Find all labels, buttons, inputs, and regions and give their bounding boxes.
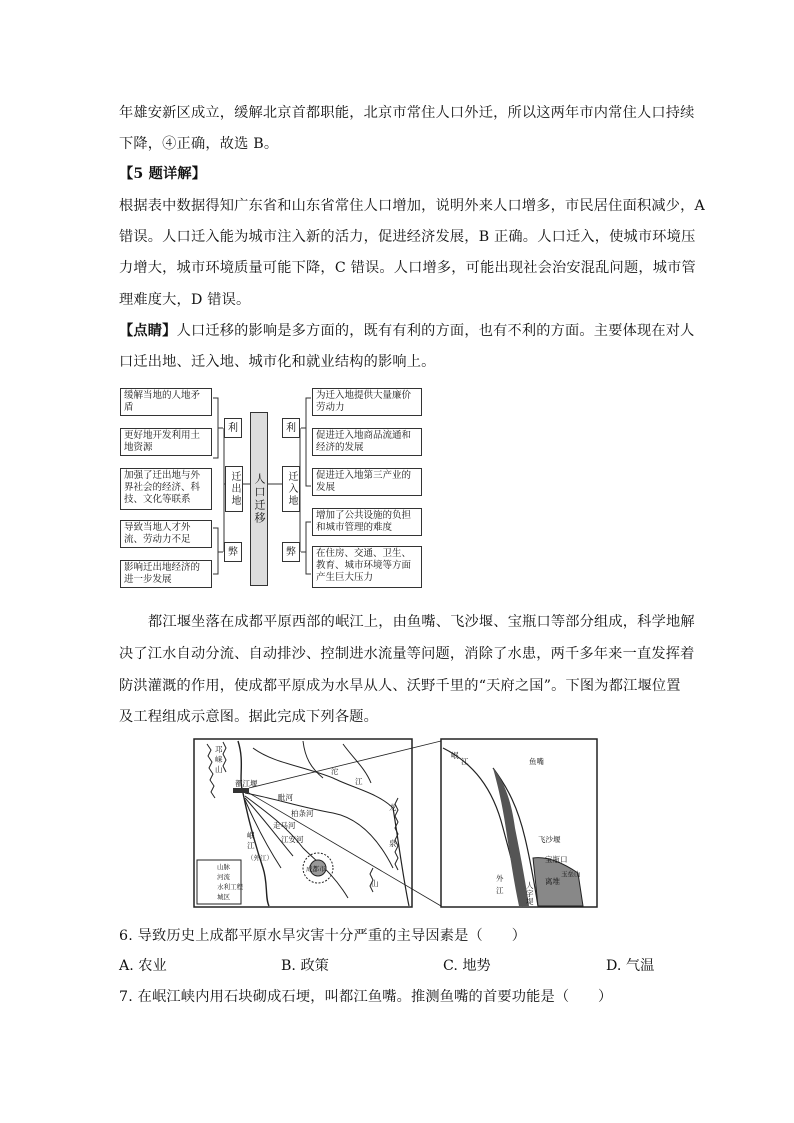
out-pro-tag: 利 [224, 418, 242, 438]
out-pro-item: 更好地开发利用土地资源 [120, 428, 212, 456]
map-label: 岷 [247, 831, 255, 840]
map-label: 字 [526, 889, 534, 898]
tip-text: 人口迁移的影响是多方面的，既有有利的方面，也有不利的方面。主要体现在对人 [176, 323, 695, 339]
map-label: 玉垒山 [561, 870, 581, 878]
migration-impact-diagram [118, 384, 424, 594]
map-label: 崃 [215, 755, 223, 764]
in-label: 迁入地 [282, 466, 300, 512]
map-label: 泉 [389, 839, 397, 848]
map-label: 龙 [389, 803, 397, 812]
map-label: 邛 [215, 745, 223, 754]
in-pro-item: 促进迁入地商品流通和经济的发展 [312, 428, 422, 456]
question-6-stem: 6. 导致历史上成都平原水旱灾害十分严重的主导因素是（ ） [119, 928, 527, 944]
text-line: 力增大，城市环境质量可能下降，C 错误。人口增多，可能出现社会治安混乱问题，城市管 [119, 260, 696, 276]
dujiangyan-maps [193, 738, 599, 914]
text-line: 防洪灌溉的作用，使成都平原成为水旱从人、沃野千里的“天府之国”。下图为都江堰位置 [119, 678, 681, 694]
map-label: 江 [496, 886, 504, 895]
map-label: 江 [247, 841, 255, 850]
q6-option-b[interactable]: B. 政策 [281, 958, 329, 974]
text-line: 错误。人口迁入能为城市注入新的活力，促进经济发展，B 正确。人口迁入，使城市环境压 [119, 229, 696, 245]
map-label: 沱 [331, 767, 339, 776]
out-label: 迁出地 [225, 466, 243, 512]
in-con-item: 增加了公共设施的负担和城市管理的难度 [312, 508, 422, 536]
map-label: 走马河 [273, 821, 296, 830]
in-pro-item: 为迁入地提供大量廉价劳动力 [312, 388, 422, 416]
text-line: 理难度大，D 错误。 [119, 292, 251, 308]
center-node: 人口迁移 [250, 412, 268, 586]
out-pro-item: 加强了迁出地与外界社会的经济、科技、文化等联系 [120, 468, 212, 510]
map-label: 岷 [451, 751, 459, 760]
in-pro-tag: 利 [282, 418, 300, 438]
map-label: 山 [371, 879, 379, 888]
map-label: （外江） [247, 854, 273, 862]
map-label: 飞沙堰 [538, 835, 561, 844]
legend-label: 河流 [217, 873, 230, 881]
text-line: 根据表中数据得知广东省和山东省常住人口增加，说明外来人口增多，市民居住面积减少，A [119, 198, 705, 214]
out-con-item: 导致当地人才外流、劳动力不足 [120, 520, 212, 548]
map-label: 人 [526, 881, 534, 890]
map-label: 鱼嘴 [529, 757, 544, 766]
map-label: 江 [355, 777, 363, 786]
map-label: 都江堰 [235, 779, 258, 788]
map-label: 堤 [526, 897, 534, 906]
map-label: 离堆 [545, 877, 560, 886]
q6-option-a[interactable]: A. 农业 [119, 958, 167, 974]
tip-label: 【点睛】 [119, 323, 177, 339]
text-line: 都江堰坐落在成都平原西部的岷江上，由鱼嘴、飞沙堰、宝瓶口等部分组成，科学地解 [148, 614, 695, 630]
text-line: 决了江水自动分流、自动排沙、控制进水流量等问题，消除了水患，两千多年来一直发挥着 [119, 646, 695, 662]
map-label: 毗河 [278, 793, 293, 802]
out-con-tag: 弊 [224, 542, 242, 562]
section-heading: 【5 题详解】 [119, 166, 207, 182]
q6-option-d[interactable]: D. 气温 [606, 958, 655, 974]
out-con-item: 影响迁出地经济的进一步发展 [120, 560, 212, 588]
map-label: 江安河 [281, 835, 304, 844]
in-con-item: 在住房、交通、卫生、教育、城市环境等方面产生巨大压力 [312, 546, 422, 588]
tip-line [119, 321, 695, 341]
text-line: 口迁出地、迁入地、城市化和就业结构的影响上。 [119, 354, 436, 370]
out-pro-item: 缓解当地的人地矛盾 [120, 388, 212, 416]
map-label: 成都市 [306, 865, 326, 873]
in-con-tag: 弊 [282, 542, 300, 562]
map-label: 外 [496, 874, 504, 883]
text-line: 年雄安新区成立，缓解北京首都职能，北京市常住人口外迁，所以这两年市内常住人口持续 [119, 105, 695, 121]
map-label: 江 [461, 757, 469, 766]
legend-label: 水利工程 [217, 883, 243, 891]
map-label: 山 [215, 765, 223, 774]
legend-label: 山脉 [217, 863, 230, 871]
map-label: 宝瓶口 [545, 855, 568, 864]
text-line: 及工程组成示意图。据此完成下列各题。 [119, 709, 378, 725]
in-pro-item: 促进迁入地第三产业的发展 [312, 468, 422, 496]
text-line: 下降，④正确，故选 B。 [119, 136, 279, 152]
map-label: 柏条河 [291, 809, 314, 818]
q6-option-c[interactable]: C. 地势 [443, 958, 491, 974]
question-7-stem: 7. 在岷江峡内用石块砌成石埂，叫都江鱼嘴。推测鱼嘴的首要功能是（ ） [119, 989, 613, 1005]
legend-label: 城区 [217, 893, 230, 901]
